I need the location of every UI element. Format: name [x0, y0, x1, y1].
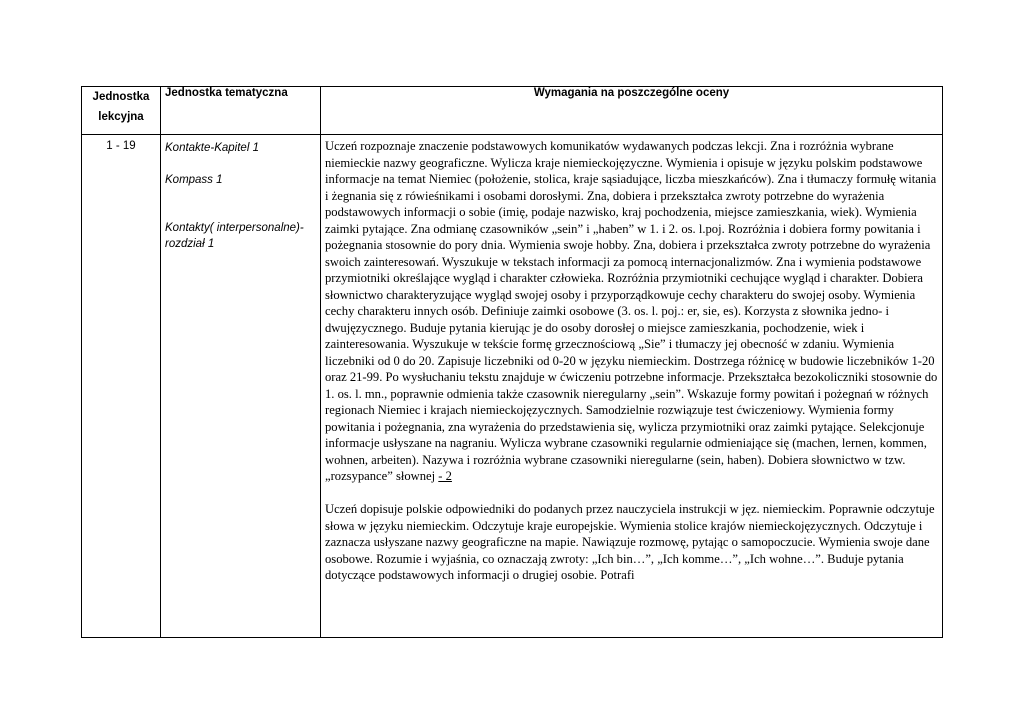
grade-reference: - 2 — [438, 469, 452, 483]
requirements-paragraph-2 — [325, 501, 938, 584]
topics-cell — [161, 135, 321, 638]
requirements-table — [81, 86, 943, 638]
requirements-paragraph — [325, 138, 938, 485]
table-row — [82, 135, 943, 638]
header-requirements — [321, 87, 943, 135]
header-lesson-unit-line1: Jednostka — [92, 91, 150, 103]
requirements-paragraph-text: Uczeń rozpoznaje znaczenie podstawowych komunikatów wydawanych podczas lekcji. Zna i rozróżnia wybrane niemieckie nazwy geograficzne. Wylicza kraje niemieckojęzyczne. Wymienia i opisuje w języku polskim podstawowe informacje na temat Niemiec (położenie, stolica, kraje sąsiadujące, liczba mieszkańców). Zna i tłumaczy formułę witania i żegnania się z rówieśnikami i osobami dorosłymi. Zna, dobiera i przekształca zwroty potrzebne do wyrażenia podstawowych informacji o sobie (imię, podaje nazwisko, kraj pochodzenia, miejsce zamieszkania, wiek). Wymienia zaimki pytające. Zna odmianę czasowników „sein” i „haben” w 1. i 2. os. l.poj. Rozróżnia i dobiera formy powitania i pożegnania stosownie do pory dnia. Wymienia swoje hobby. Zna, dobiera i przekształca zwroty potrzebne do wyrażenia swoich zainteresowań. Wyszukuje w tekstach informacji za pomocą internacjonalizmów. Zna i wymienia podstawowe przymiotniki określające wygląd i charakter człowieka. Rozróżnia przymiotniki cechujące wygląd i charakter. Dobiera słownictwo charakteryzujące wygląd swojej osoby i przyporządkowuje cechy charakteru do swojej osoby. Wymienia cechy charakteru innych osób. Definiuje zaimki osobowe (3. os. l. poj.: er, sie, es). Korzysta z słownika jedno- i dwujęzycznego. Buduje pytania kierując je do osoby dorosłej o miejsce zamieszkania, pochodzenie, wiek i zainteresowania. Wyszukuje w tekście formę grzecznościową „Sie” i tłumaczy jej obecność w zdaniu. Wymienia liczebniki od 0 do 20. Zapisuje liczebniki od 0-20 w języku niemieckim. Dostrzega różnicę w budowie liczebników 1-20 oraz 21-99. Po wysłuchaniu tekstu znajduje w ćwiczeniu potrzebne informacje. Przekształca bezokoliczniki stosownie do 1. os. l. mn., poprawnie odmienia także czasownik nieregularny „sein”. Wskazuje formy powitań i pożegnań w różnych regionach Niemiec i krajach niemieckojęzycznych. Samodzielnie rozwiązuje test ćwiczeniowy. Wymienia formy powitania i pożegnania, zna wyrażenia do przedstawienia się, wylicza przymiotniki oraz zaimki pytające. Selekcjonuje informacje usłyszane na nagraniu. Wylicza wybrane czasowniki regularnie odmieniające się (machen, lernen, kommen, wohnen, arbeiten). Nazywa i rozróżnia wybrane czasowniki nieregularne (sein, haben). Dobiera słownictwo w tzw. „rozsypance” słownej — [325, 139, 938, 483]
topic-kontakty-line1: Kontakty( interpersonalne)- — [165, 222, 304, 234]
header-requirements-label: Wymagania na poszczególne oceny — [533, 87, 730, 99]
lesson-range-cell — [82, 135, 161, 638]
header-thematic-unit — [161, 87, 321, 135]
lesson-range: 1 - 19 — [106, 140, 136, 152]
topic-kontakte: Kontakte-Kapitel 1 — [165, 142, 259, 154]
header-lesson-unit — [82, 87, 161, 135]
header-thematic-unit-label: Jednostka tematyczna — [165, 87, 288, 99]
requirements-cell — [321, 135, 943, 638]
table-header-row — [82, 87, 943, 135]
topic-kompass: Kompass 1 — [165, 174, 223, 186]
header-lesson-unit-line2: lekcyjna — [98, 111, 144, 123]
requirements-paragraph-2-text: Uczeń dopisuje polskie odpowiedniki do podanych przez nauczyciela instrukcji w jęz. niemieckim. Poprawnie odczytuje słowa w języku niemieckim. Odczytuje kraje europejskie. Wymienia stolice krajów niemieckojęzycznych. Odczytuje i zaznacza usłyszane nazwy geograficzne na mapie. Nawiązuje rozmowę, pytając o samopoczucie. Wymienia swoje dane osobowe. Rozumie i wyjaśnia, co oznaczają zwroty: „Ich bin…”, „Ich komme…”, „Ich wohne…”. Buduje pytania dotyczące podstawowych informacji o drugiej osobie. Potrafi — [325, 502, 935, 582]
topic-kontakty-line2: rozdział 1 — [165, 238, 215, 250]
